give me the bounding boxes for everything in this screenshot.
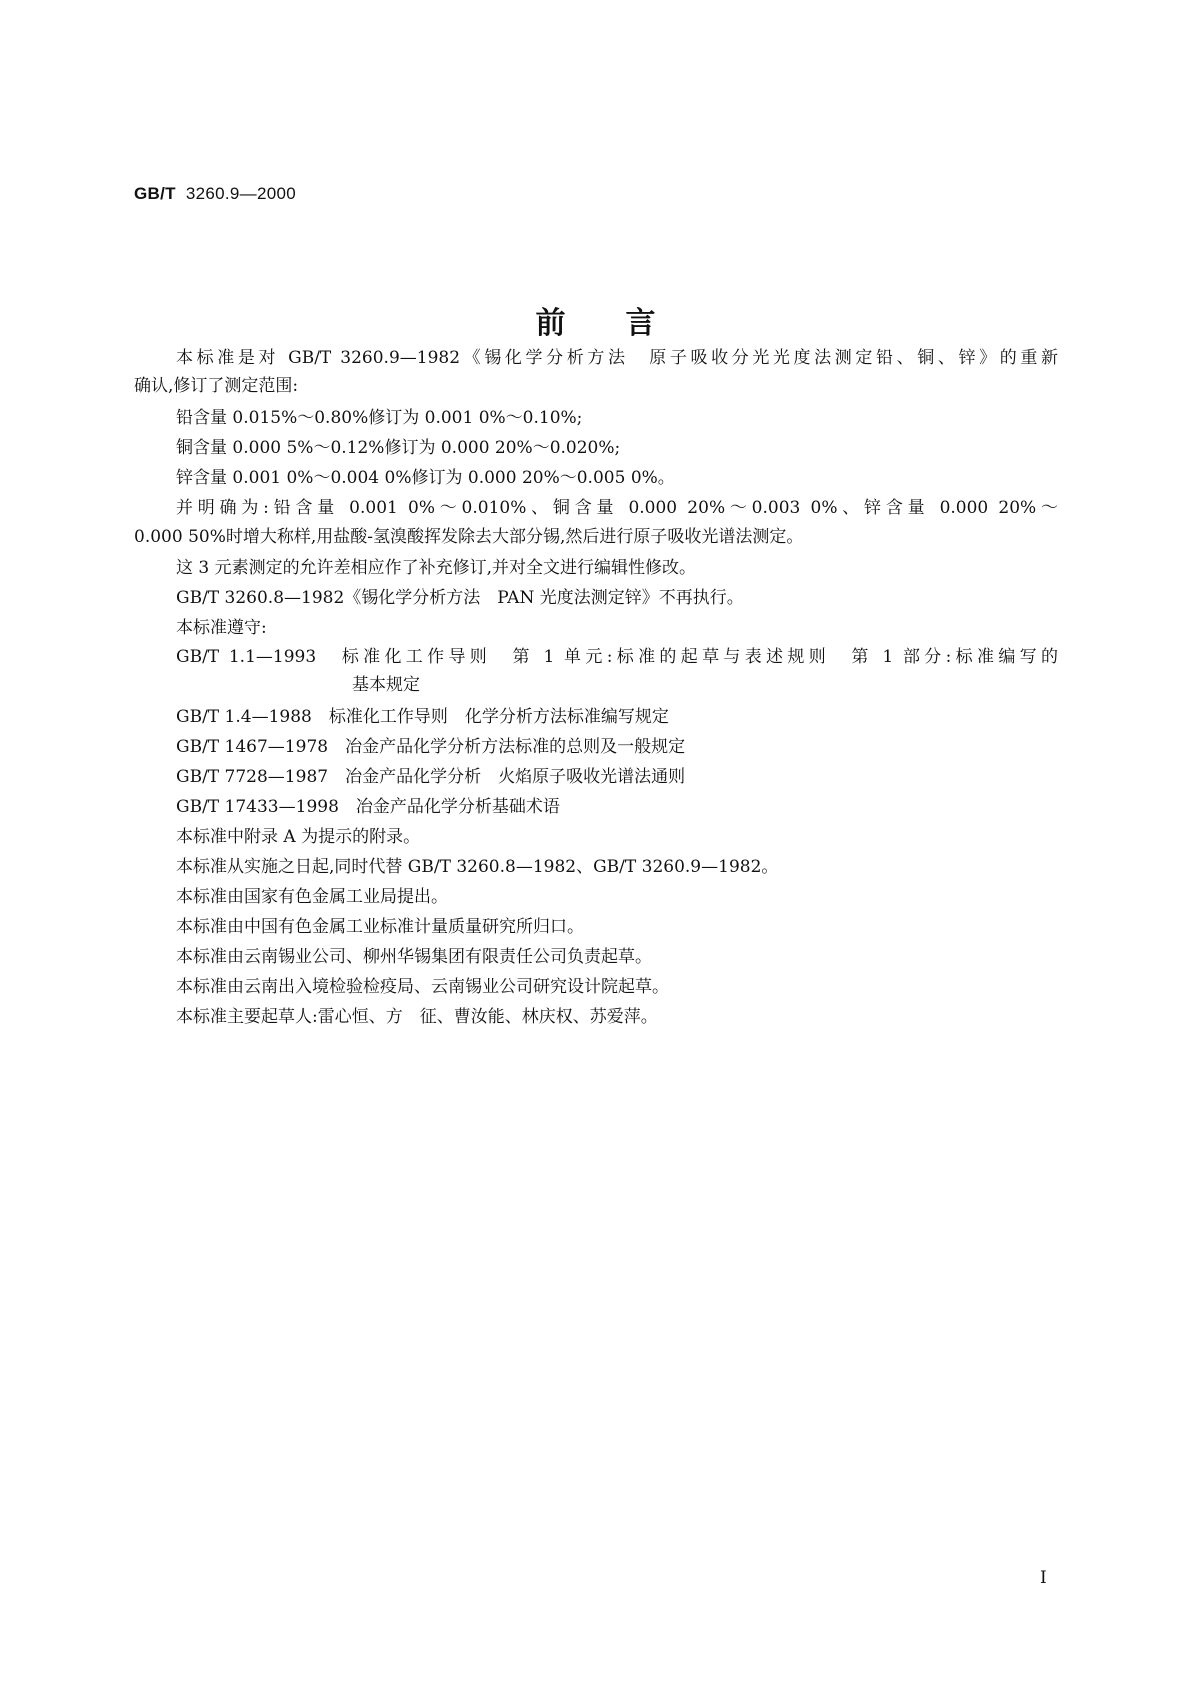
body-line-17: 本标准中附录 A 为提示的附录。 bbox=[176, 827, 421, 847]
body-line-12: 基本规定 bbox=[352, 675, 420, 695]
body-line-13: GB/T 1.4—1988 标准化工作导则 化学分析方法标准编写规定 bbox=[176, 707, 669, 727]
body-line-1: 本标准是对 GB/T 3260.9—1982《锡化学分析方法 原子吸收分光光度法测定铅、铜、锌》的重新 bbox=[176, 348, 1058, 368]
body-line-7: 0.000 50%时增大称样,用盐酸-氢溴酸挥发除去大部分锡,然后进行原子吸收光谱法测定。 bbox=[134, 527, 804, 547]
standard-number: 3260.9—2000 bbox=[185, 184, 296, 203]
standard-code bbox=[134, 184, 296, 204]
body-line-6: 并明确为:铅含量 0.001 0%～0.010%、铜含量 0.000 20%～0.003 0%、锌含量 0.000 20%～ bbox=[176, 498, 1058, 518]
body-line-22: 本标准由云南出入境检验检疫局、云南锡业公司研究设计院起草。 bbox=[176, 977, 669, 997]
body-line-3: 铅含量 0.015%～0.80%修订为 0.001 0%～0.10%; bbox=[176, 408, 583, 428]
body-line-9: GB/T 3260.8—1982《锡化学分析方法 PAN 光度法测定锌》不再执行。 bbox=[176, 588, 744, 608]
body-line-8: 这 3 元素测定的允许差相应作了补充修订,并对全文进行编辑性修改。 bbox=[176, 558, 697, 578]
standard-prefix: GB/T bbox=[134, 184, 176, 203]
body-line-14: GB/T 1467—1978 冶金产品化学分析方法标准的总则及一般规定 bbox=[176, 737, 686, 757]
body-line-11: GB/T 1.1—1993 标准化工作导则 第 1 单元:标准的起草与表述规则 第 1 部分:标准编写的 bbox=[176, 647, 1058, 667]
body-line-5: 锌含量 0.001 0%～0.004 0%修订为 0.000 20%～0.005 0%。 bbox=[176, 468, 675, 488]
body-line-16: GB/T 17433—1998 冶金产品化学分析基础术语 bbox=[176, 797, 560, 817]
body-line-21: 本标准由云南锡业公司、柳州华锡集团有限责任公司负责起草。 bbox=[176, 947, 652, 967]
body-line-15: GB/T 7728—1987 冶金产品化学分析 火焰原子吸收光谱法通则 bbox=[176, 767, 686, 787]
body-line-20: 本标准由中国有色金属工业标准计量质量研究所归口。 bbox=[176, 917, 584, 937]
page-number: I bbox=[1040, 1568, 1047, 1588]
body-line-4: 铜含量 0.000 5%～0.12%修订为 0.000 20%～0.020%; bbox=[176, 438, 621, 458]
body-line-19: 本标准由国家有色金属工业局提出。 bbox=[176, 887, 448, 907]
body-line-23: 本标准主要起草人:雷心恒、方 征、曹汝能、林庆权、苏爱萍。 bbox=[176, 1007, 658, 1027]
body-line-10: 本标准遵守: bbox=[176, 618, 267, 638]
body-line-2: 确认,修订了测定范围: bbox=[134, 376, 299, 396]
page-title: 前言 bbox=[535, 306, 716, 341]
body-line-18: 本标准从实施之日起,同时代替 GB/T 3260.8—1982、GB/T 3260.9—1982。 bbox=[176, 857, 779, 877]
